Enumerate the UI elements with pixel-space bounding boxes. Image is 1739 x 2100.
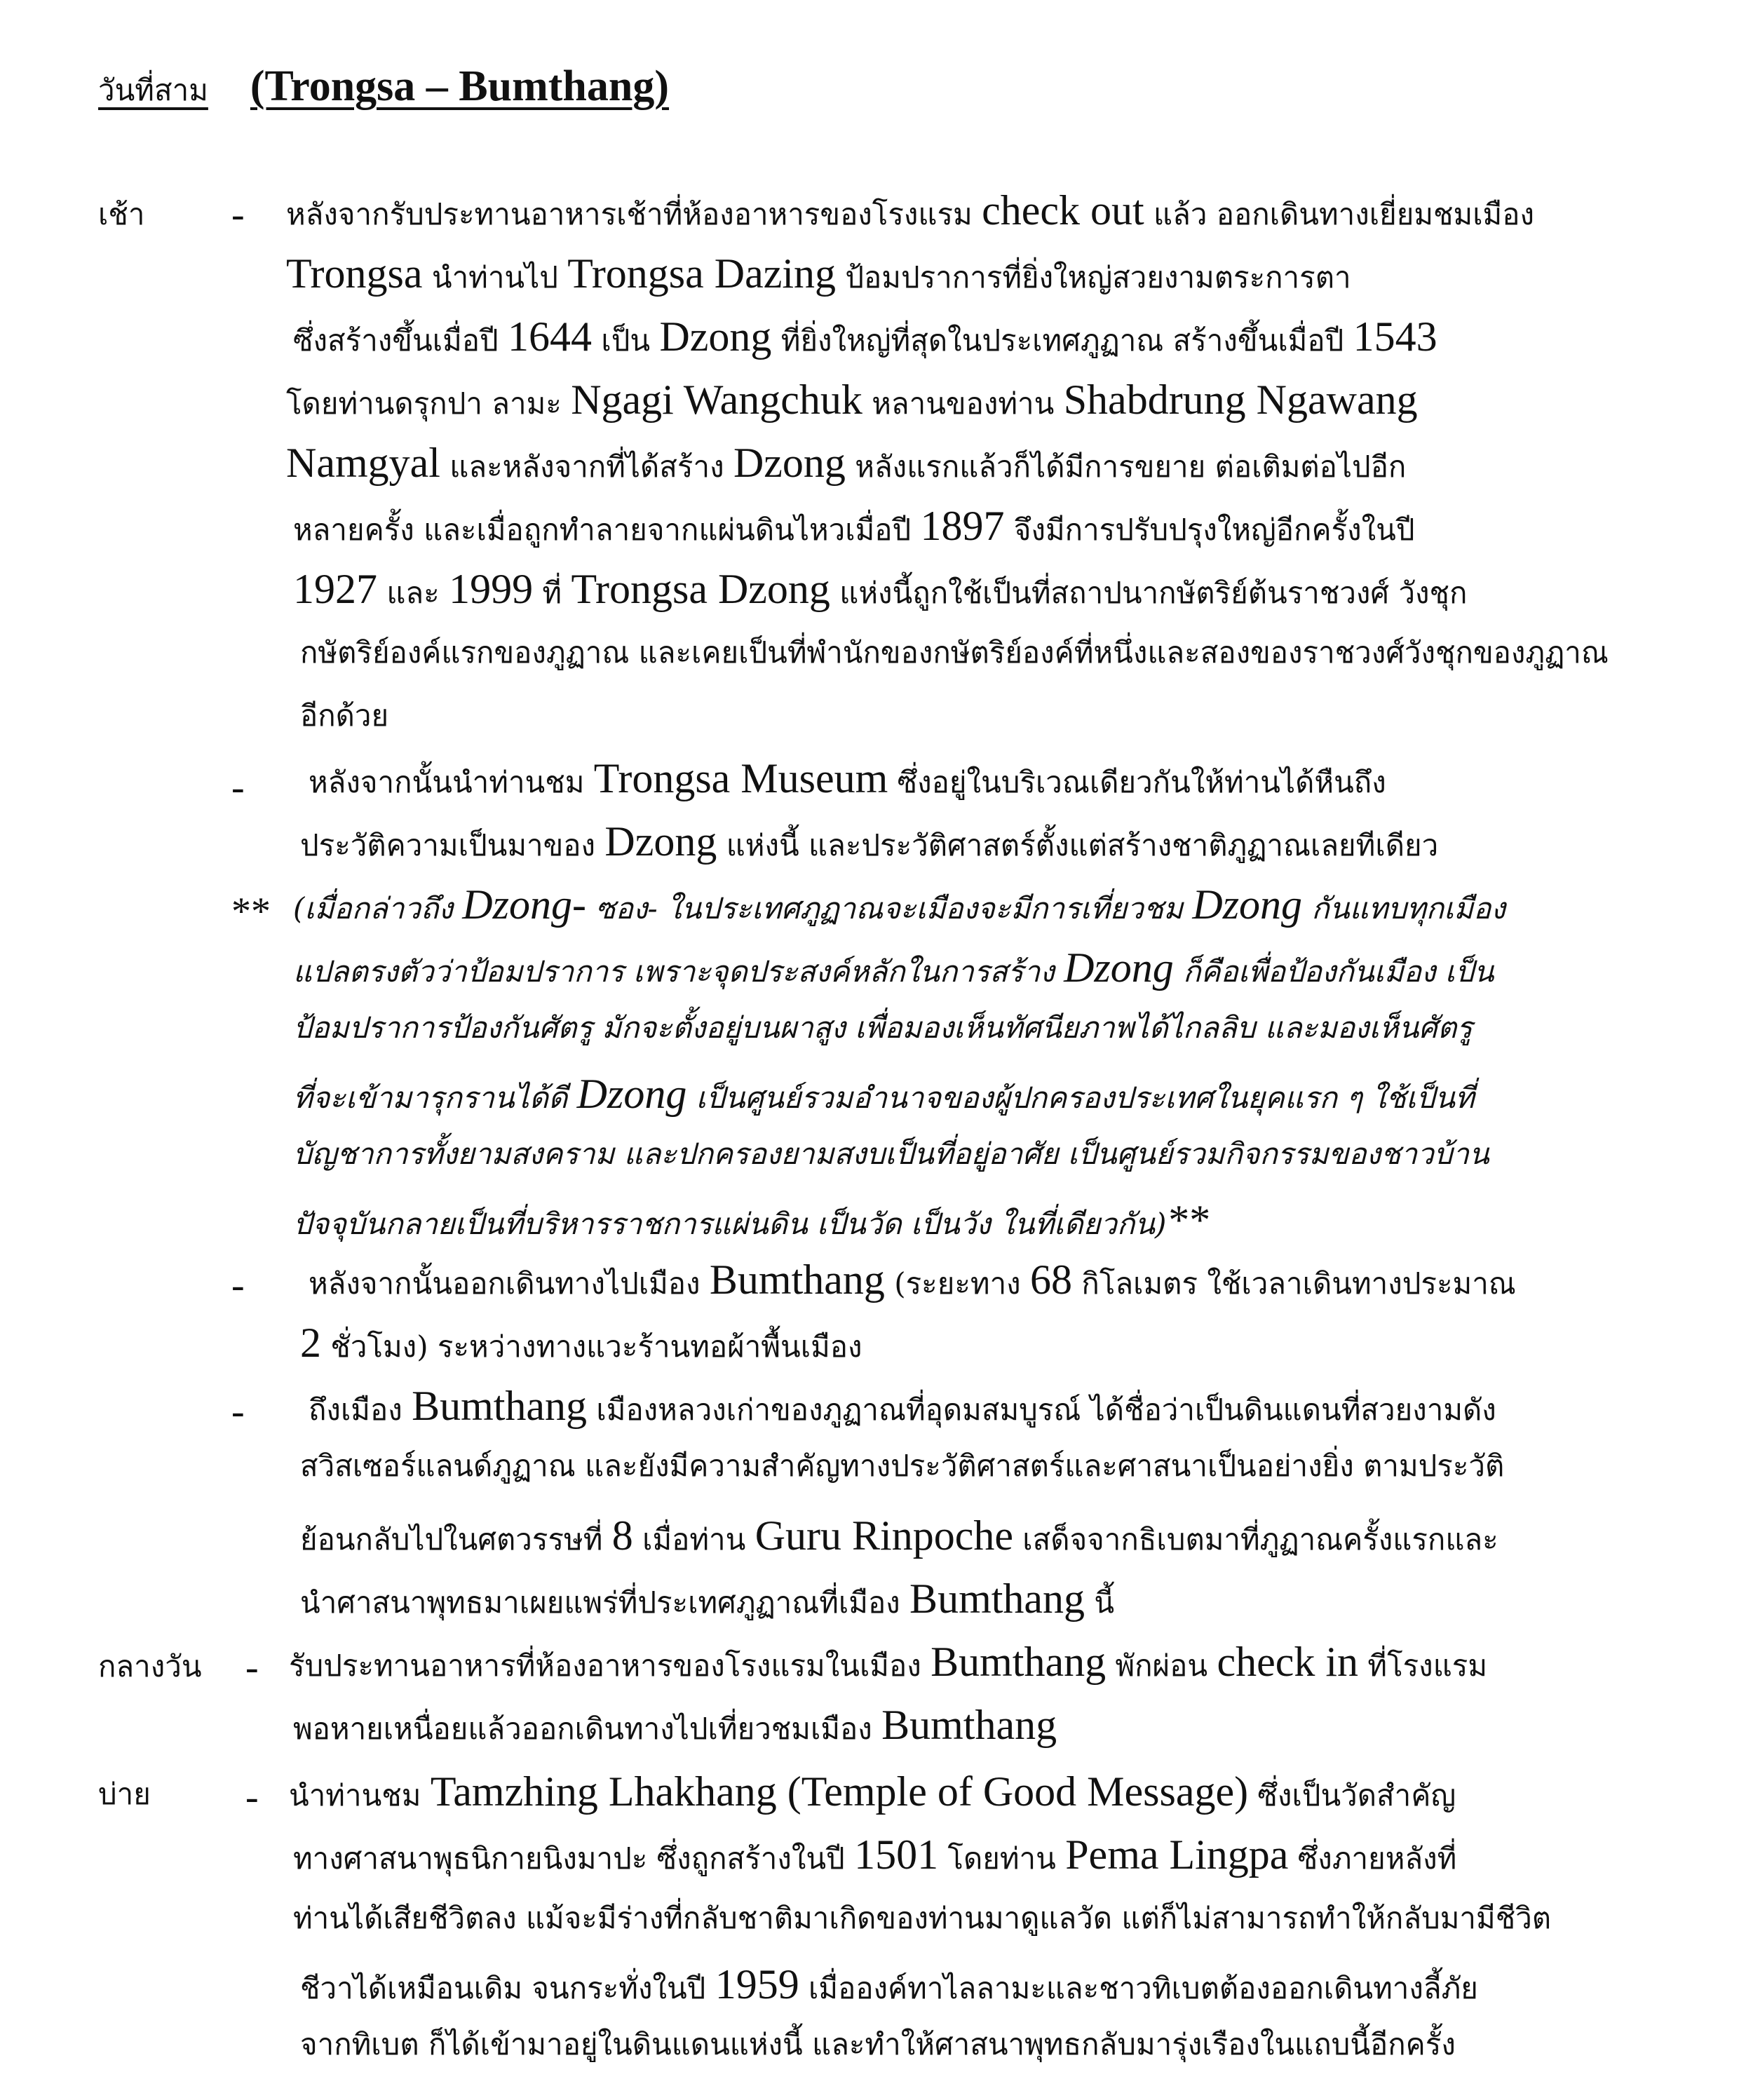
latin-run: 1501 (854, 1831, 939, 1878)
text-line (286, 379, 1418, 421)
thai-run: แปลตรงตัวว่าป้อมปราการ เพราะจุดประสงค์หลักในการสร้าง (293, 954, 1064, 989)
latin-run: Bumthang (412, 1383, 588, 1429)
latin-run: 1644 (508, 313, 592, 360)
thai-run: ก็คือเพื่อป้องกันเมือง เป็น (1173, 954, 1494, 989)
text-line (293, 1073, 1475, 1115)
text-line (300, 1963, 1478, 2005)
bullet-dash: - (245, 1775, 259, 1819)
thai-run: หลังจากนั้นออกเดินทางไปเมือง (309, 1266, 710, 1301)
thai-run: กันแทบทุกเมือง (1302, 891, 1505, 926)
thai-run: กิโลเมตร ใช้เวลาเดินทางประมาณ (1072, 1266, 1516, 1301)
bullet-dash: - (231, 193, 245, 236)
text-line (309, 757, 1386, 799)
thai-run: (ระยะทาง (884, 1266, 1031, 1301)
thai-run: จึงมีการปรับปรุงใหญ่อีกครั้งในปี (1004, 513, 1415, 547)
text-line (309, 1256, 1516, 1303)
thai-run: พอหายเหนื่อยแล้วออกเดินทางไปเที่ยวชมเมือง (293, 1712, 882, 1746)
thai-run: โดยท่านดรุกปา ลามะ (286, 386, 571, 421)
thai-run: นำศาสนาพุทธมาเผยแพร่ที่ประเทศภูฏาณที่เมือง (300, 1585, 910, 1620)
thai-run: (เมื่อกล่าวถึง (293, 891, 463, 926)
thai-run: กษัตริย์องค์แรกของภูฏาณ และเคยเป็นที่พำนักของกษัตริย์องค์ที่หนึ่งและสองของราชวงศ์วังชุกของภูฏาณ (300, 635, 1609, 670)
text-line (300, 818, 1439, 865)
latin-run: 8 (611, 1512, 633, 1559)
thai-run: นำท่านไป (422, 260, 568, 294)
bullet-dash: - (245, 1646, 259, 1689)
thai-run: ซึ่งสร้างขึ้นเมื่อปี (293, 323, 508, 358)
latin-run: Bumthang (709, 1256, 885, 1303)
thai-run: สวิสเซอร์แลนด์ภูฏาณ และยังมีความสำคัญทางประวัติศาสตร์และศาสนาเป็นอย่างยิ่ง ตามประวัติ (300, 1449, 1505, 1483)
thai-run: ท่านได้เสียชีวิตลง แม้จะมีร่างที่กลับชาติมาเกิดของท่านมาดูแลวัด แต่ก็ไม่สามารถทำให้กลับมามีชีวิต (293, 1901, 1552, 1935)
thai-run: จากทิเบต ก็ได้เข้ามาอยู่ในดินแดนแห่งนี้ และทำให้ศาสนาพุทธกลับมารุ่งเรืองในแถบนี้อีกครั้ง (300, 2027, 1456, 2061)
thai-run: บัญชาการทั้งยามสงคราม และปกครองยามสงบเป็นที่อยู่อาศัย เป็นศูนย์รวมกิจกรรมของชาวบ้าน (293, 1137, 1489, 1171)
text-line (300, 1578, 1114, 1620)
thai-run: ประวัติความเป็นมาของ (300, 828, 605, 862)
latin-run: 1927 (293, 566, 377, 612)
latin-run: Dzong (604, 818, 717, 865)
bullet-dash: - (231, 1264, 245, 1307)
latin-run: 1959 (715, 1961, 799, 2007)
thai-run: ป้อมปราการป้องกันศัตรู มักจะตั้งอยู่บนผาสูง เพื่อมองเห็นทัศนียภาพได้ไกลลิบ และมองเห็นศัตรู (293, 1010, 1473, 1045)
latin-run: Guru Rinpoche (755, 1512, 1013, 1559)
text-line (293, 1139, 1489, 1169)
text-line (300, 1322, 862, 1364)
thai-run: หลังจากรับประทานอาหารเช้าที่ห้องอาหารของโรงแรม (286, 197, 982, 231)
thai-run: ซึ่งเป็นวัดสำคัญ (1248, 1778, 1456, 1813)
bullet-dash: - (231, 1390, 245, 1433)
text-line (286, 189, 1534, 231)
text-line (293, 944, 1494, 991)
latin-run: Trongsa Dazing (567, 250, 837, 297)
thai-run: ที่จะเข้ามารุกรานได้ดี (293, 1081, 577, 1115)
latin-run: 1999 (449, 566, 534, 612)
latin-run: check in (1217, 1639, 1359, 1685)
thai-run: ป้อมปราการที่ยิ่งใหญ่สวยงามตระการตา (836, 260, 1351, 294)
thai-run: ที่โรงแรม (1358, 1648, 1488, 1683)
thai-run: แล้ว ออกเดินทางเยี่ยมชมเมือง (1144, 197, 1534, 231)
label-morning: เช้า (98, 197, 145, 231)
thai-run: ชั่วโมง) ระหว่างทางแวะร้านทอผ้าพื้นเมือง (321, 1329, 862, 1364)
text-line (309, 1385, 1496, 1427)
thai-run: เมืองหลวงเก่าของภูฏาณที่อุดมสมบูรณ์ ได้ชื่อว่าเป็นดินแดนที่สวยงามดัง (587, 1393, 1496, 1427)
latin-run: Dzong (1192, 881, 1303, 928)
thai-run: หลังจากนั้นนำท่านชม (309, 765, 594, 799)
text-line (293, 1704, 1057, 1746)
thai-run: รับประทานอาหารที่ห้องอาหารของโรงแรมในเมือง (289, 1648, 931, 1683)
latin-run: 2 (300, 1320, 321, 1366)
thai-run: โดยท่าน (938, 1841, 1066, 1876)
thai-run: หลานของท่าน (862, 386, 1064, 421)
text-line (293, 883, 1505, 926)
day-title (98, 62, 669, 114)
latin-run: Shabdrung Ngawang (1063, 377, 1418, 423)
latin-run: 1543 (1353, 313, 1437, 360)
thai-run: เป็น (592, 323, 660, 358)
latin-run: Dzong (576, 1071, 687, 1117)
text-line (300, 1451, 1504, 1481)
thai-run: ทางศาสนาพุธนิกายนิงมาปะ ซึ่งถูกสร้างในปี (293, 1841, 855, 1876)
latin-run: Dzong- (462, 881, 586, 928)
text-line (300, 2027, 1456, 2061)
thai-run: ปัจจุบันกลายเป็นที่บริหารราชการแผ่นดิน เป็นวัด เป็นวัง ในที่เดียวกัน) (293, 1207, 1167, 1241)
latin-run: Bumthang (909, 1576, 1085, 1622)
label-afternoon: บ่าย (98, 1777, 151, 1811)
latin-run: Namgyal (286, 440, 440, 486)
thai-run: หลังแรกแล้วก็ได้มีการขยาย ต่อเติมต่อไปอีก (845, 449, 1407, 484)
text-line (300, 1512, 1498, 1559)
text-line (289, 1770, 1456, 1813)
thai-run: ซึ่งภายหลังที่ (1288, 1841, 1457, 1876)
thai-run: เป็นศูนย์รวมอำนาจของผู้ปกครองประเทศในยุคแรก ๆ ใช้เป็นที่ (686, 1081, 1475, 1115)
thai-run: เมื่อองค์ทาไลลามะและชาวทิเบตต้องออกเดินทางลี้ภัย (799, 1971, 1478, 2005)
latin-run: Pema Lingpa (1065, 1831, 1289, 1878)
note-stars: ** (231, 890, 271, 933)
text-line (293, 505, 1415, 547)
thai-run: อีกด้วย (300, 698, 389, 733)
day-title-thai: วันที่สาม (98, 73, 208, 107)
latin-run: Dzong (733, 440, 846, 486)
thai-run: ถึงเมือง (309, 1393, 412, 1427)
text-line (293, 1831, 1457, 1878)
thai-run: และ (377, 576, 449, 610)
latin-run: ** (1166, 1197, 1209, 1243)
thai-run: ที่ยิ่งใหญ่ที่สุดในประเทศภูฏาณ สร้างขึ้นเมื่อปี (771, 323, 1353, 358)
latin-run: Trongsa Museum (593, 755, 888, 801)
text-line (293, 568, 1467, 610)
text-line (286, 250, 1351, 297)
thai-run: หลายครั้ง และเมื่อถูกทำลายจากแผ่นดินไหวเมื่อปี (293, 513, 921, 547)
latin-run: Trongsa (286, 250, 423, 297)
thai-run: ซึ่งอยู่ในบริเวณเดียวกันให้ท่านได้หืนถึง (888, 765, 1386, 799)
latin-run: Dzong (659, 313, 772, 360)
thai-run: นำท่านชม (289, 1778, 431, 1813)
latin-run: Bumthang (881, 1702, 1057, 1748)
thai-run: แห่งนี้ถูกใช้เป็นที่สถาปนากษัตริย์ต้นราชวงศ์ วังชุก (830, 576, 1468, 610)
text-line (293, 313, 1437, 360)
thai-run: ที่ (533, 576, 571, 610)
text-line (286, 442, 1406, 484)
latin-run: Dzong (1064, 944, 1174, 991)
thai-run: เสด็จจากธิเบตมาที่ภูฏาณครั้งแรกและ (1013, 1522, 1498, 1557)
day-title-route: (Trongsa – Bumthang) (250, 62, 670, 110)
latin-run: Ngagi Wangchuk (571, 377, 862, 423)
text-line (293, 1901, 1552, 1935)
thai-run: ชีวาได้เหมือนเดิม จนกระทั่งในปี (300, 1971, 715, 2005)
bullet-dash: - (231, 766, 245, 809)
thai-run: พักผ่อน (1106, 1648, 1217, 1683)
thai-run: และหลังจากที่ได้สร้าง (440, 449, 733, 484)
thai-run: ย้อนกลับไปในศตวรรษที่ (300, 1522, 612, 1557)
text-line (300, 698, 389, 733)
thai-run: นี้ (1085, 1585, 1115, 1620)
text-line (300, 635, 1609, 670)
text-line (293, 1199, 1208, 1241)
latin-run: check out (982, 187, 1144, 233)
thai-run: เมื่อท่าน (632, 1522, 755, 1557)
latin-run: Tamzhing Lhakhang (Temple of Good Message) (430, 1768, 1249, 1815)
latin-run: Trongsa Dzong (571, 566, 830, 612)
text-line (289, 1641, 1487, 1683)
label-midday: กลางวัน (98, 1649, 202, 1684)
latin-run: 68 (1030, 1256, 1073, 1303)
text-line (293, 1010, 1473, 1045)
thai-run: ซอง- ในประเทศภูฏาณจะเมืองจะมีการเที่ยวชม (586, 891, 1193, 926)
latin-run: Bumthang (931, 1639, 1107, 1685)
latin-run: 1897 (920, 503, 1005, 549)
thai-run: แห่งนี้ และประวัติศาสตร์ตั้งแต่สร้างชาติภูฏาณเลยทีเดียว (717, 828, 1439, 862)
